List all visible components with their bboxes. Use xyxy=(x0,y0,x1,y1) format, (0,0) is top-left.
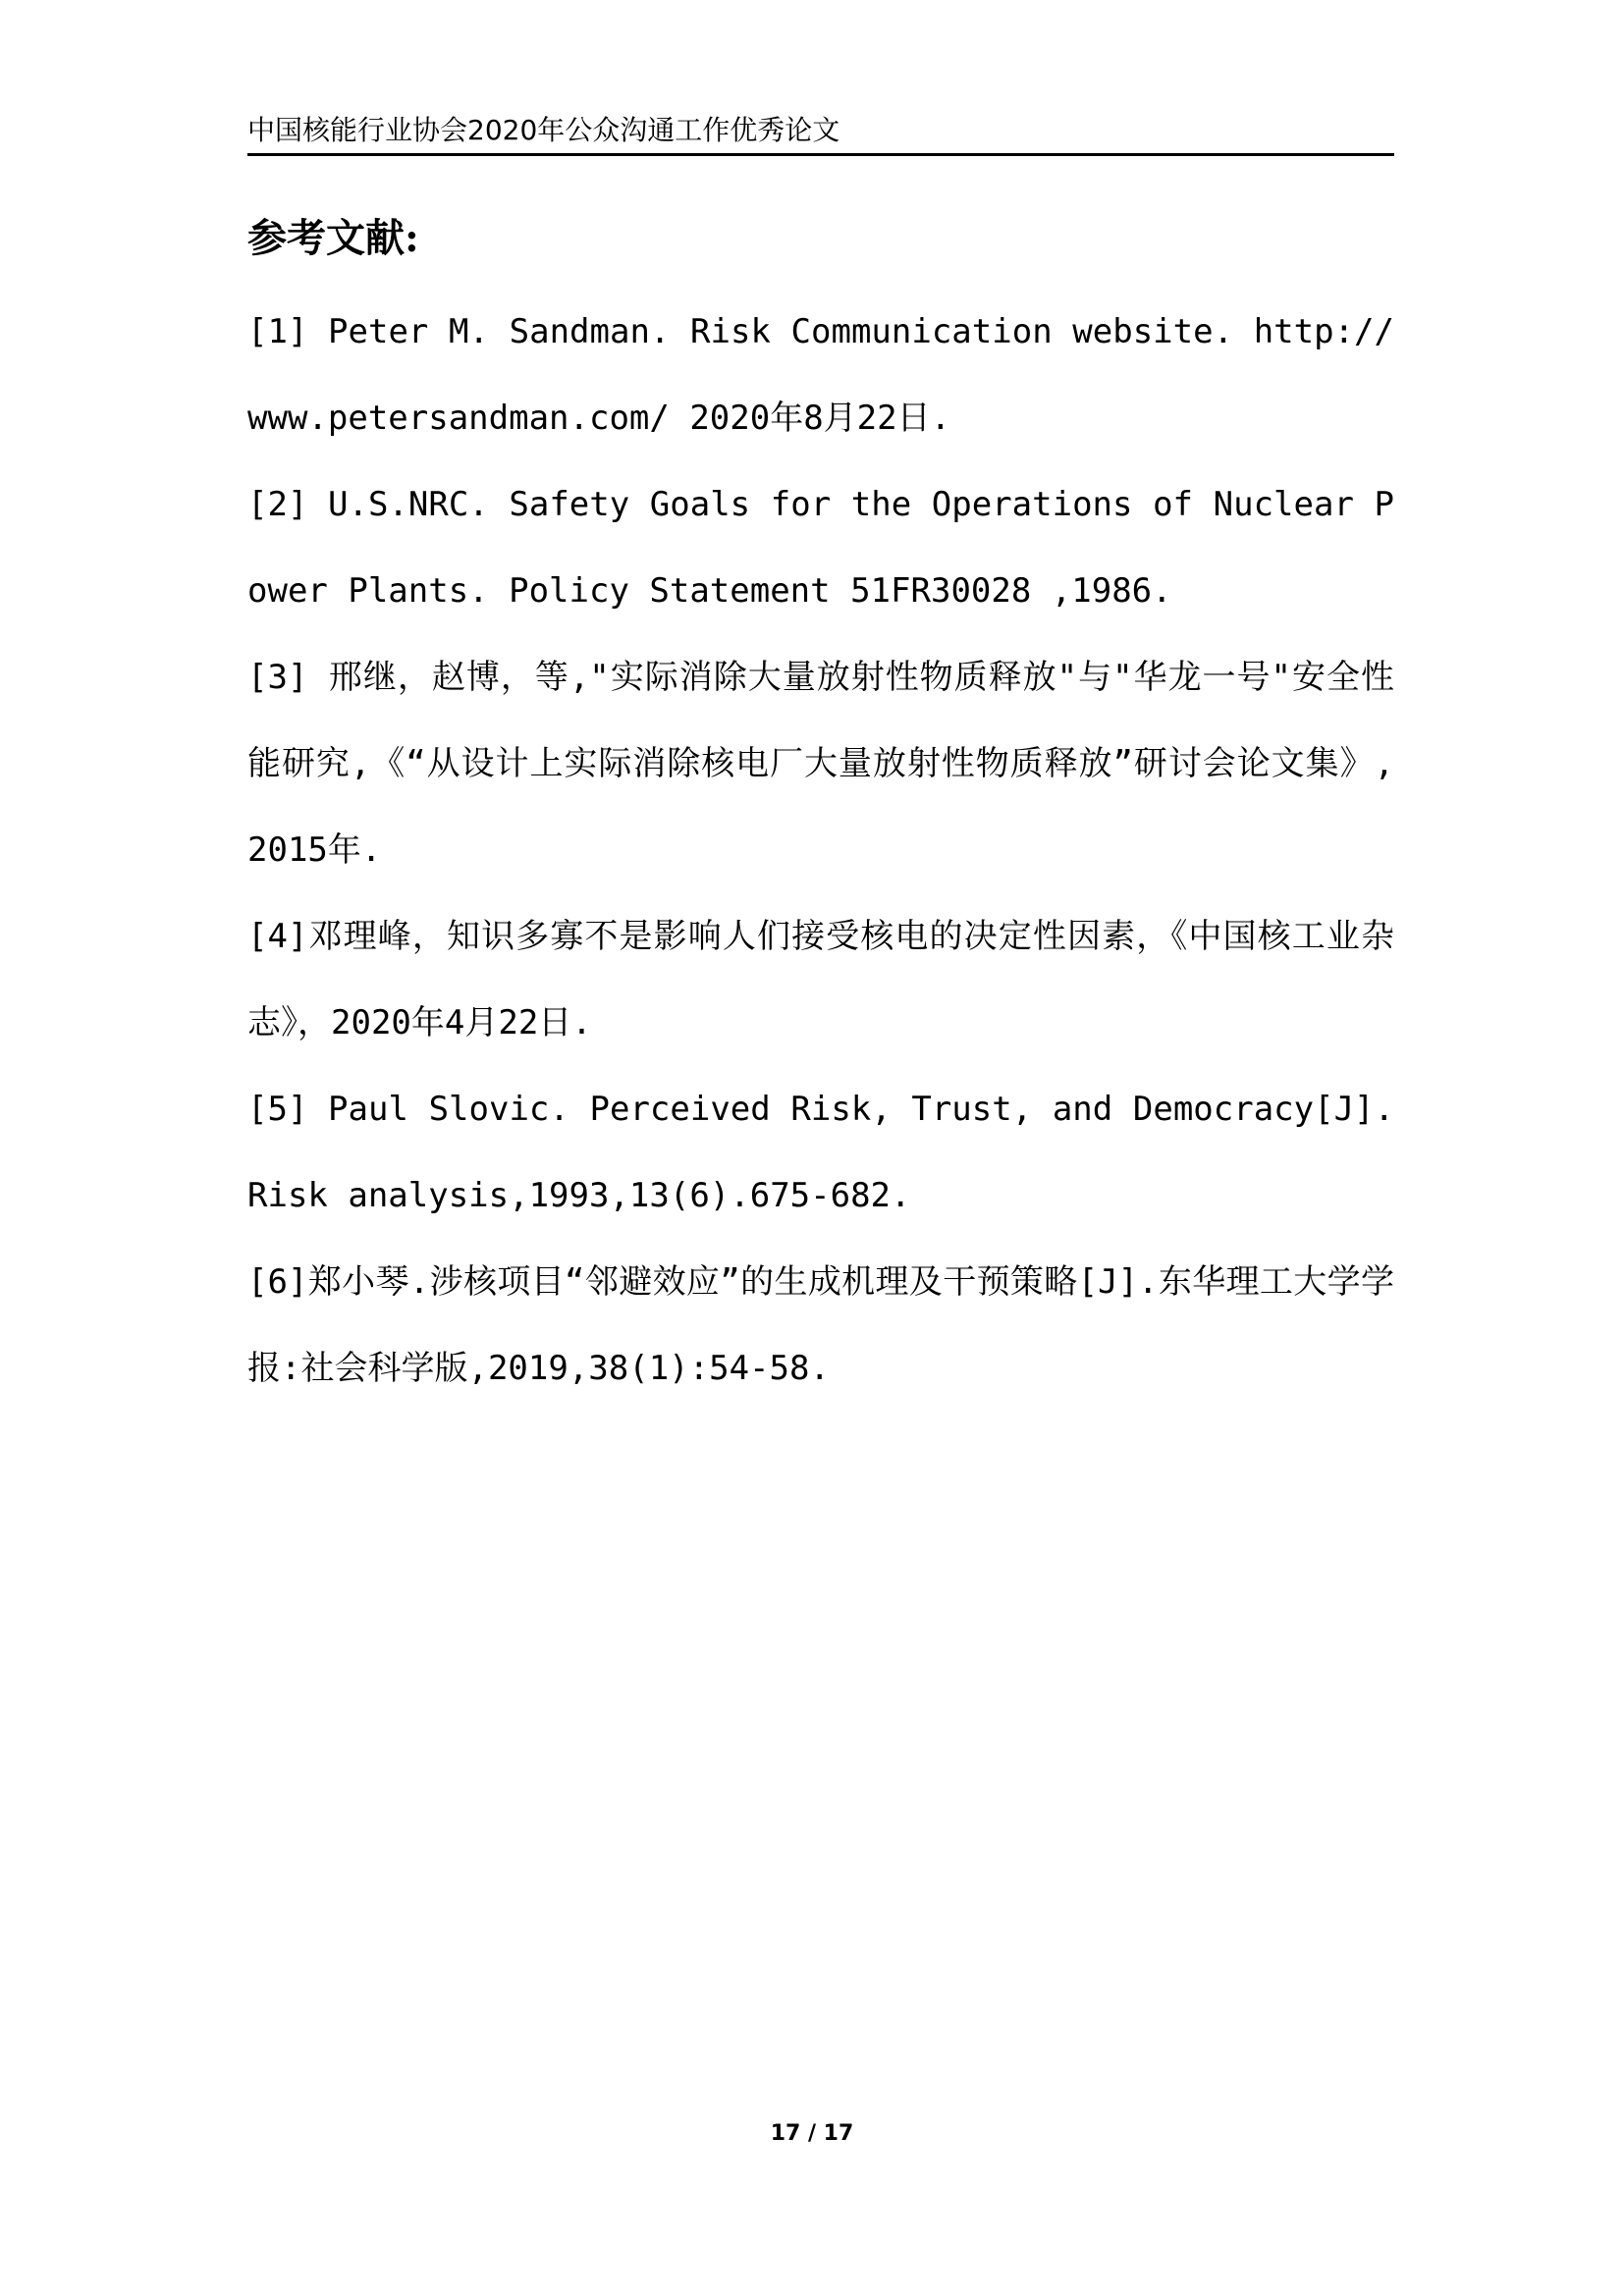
reference-item-5: [5] Paul Slovic. Perceived Risk, Trust, and Democracy[J].Risk analysis,1993,13(6).675-682. xyxy=(247,1090,1394,1215)
header-title: 中国核能行业协会2020年公众沟通工作优秀论文 xyxy=(247,114,840,146)
references-heading: 参考文献: xyxy=(247,215,419,261)
references-section xyxy=(247,210,1394,1412)
reference-item-4: [4]邓理峰，知识多寡不是影响人们接受核电的决定性因素，《中国核工业杂志》，2020年4月22日. xyxy=(247,917,1394,1042)
page-header xyxy=(247,110,1394,156)
reference-item-6: [6]郑小琴.涉核项目“邻避效应”的生成机理及干预策略[J].东华理工大学学报:社会科学版,2019,38(1):54-58. xyxy=(247,1262,1394,1388)
reference-item-1: [1] Peter M. Sandman. Risk Communication website. http://www.petersandman.com/ 2020年8月22日. xyxy=(247,312,1394,438)
reference-item-2: [2] U.S.NRC. Safety Goals for the Operations of Nuclear Power Plants. Policy Statement 51FR30028 ,1986. xyxy=(247,485,1394,611)
reference-item-3: [3] 邢继，赵博，等,"实际消除大量放射性物质释放"与"华龙一号"安全性能研究,《“从设计上实际消除核电厂大量放射性物质释放”研讨会论文集》, 2015年. xyxy=(247,658,1394,870)
reference-list xyxy=(247,289,1394,1412)
page-number: 17 / 17 xyxy=(770,2121,854,2146)
